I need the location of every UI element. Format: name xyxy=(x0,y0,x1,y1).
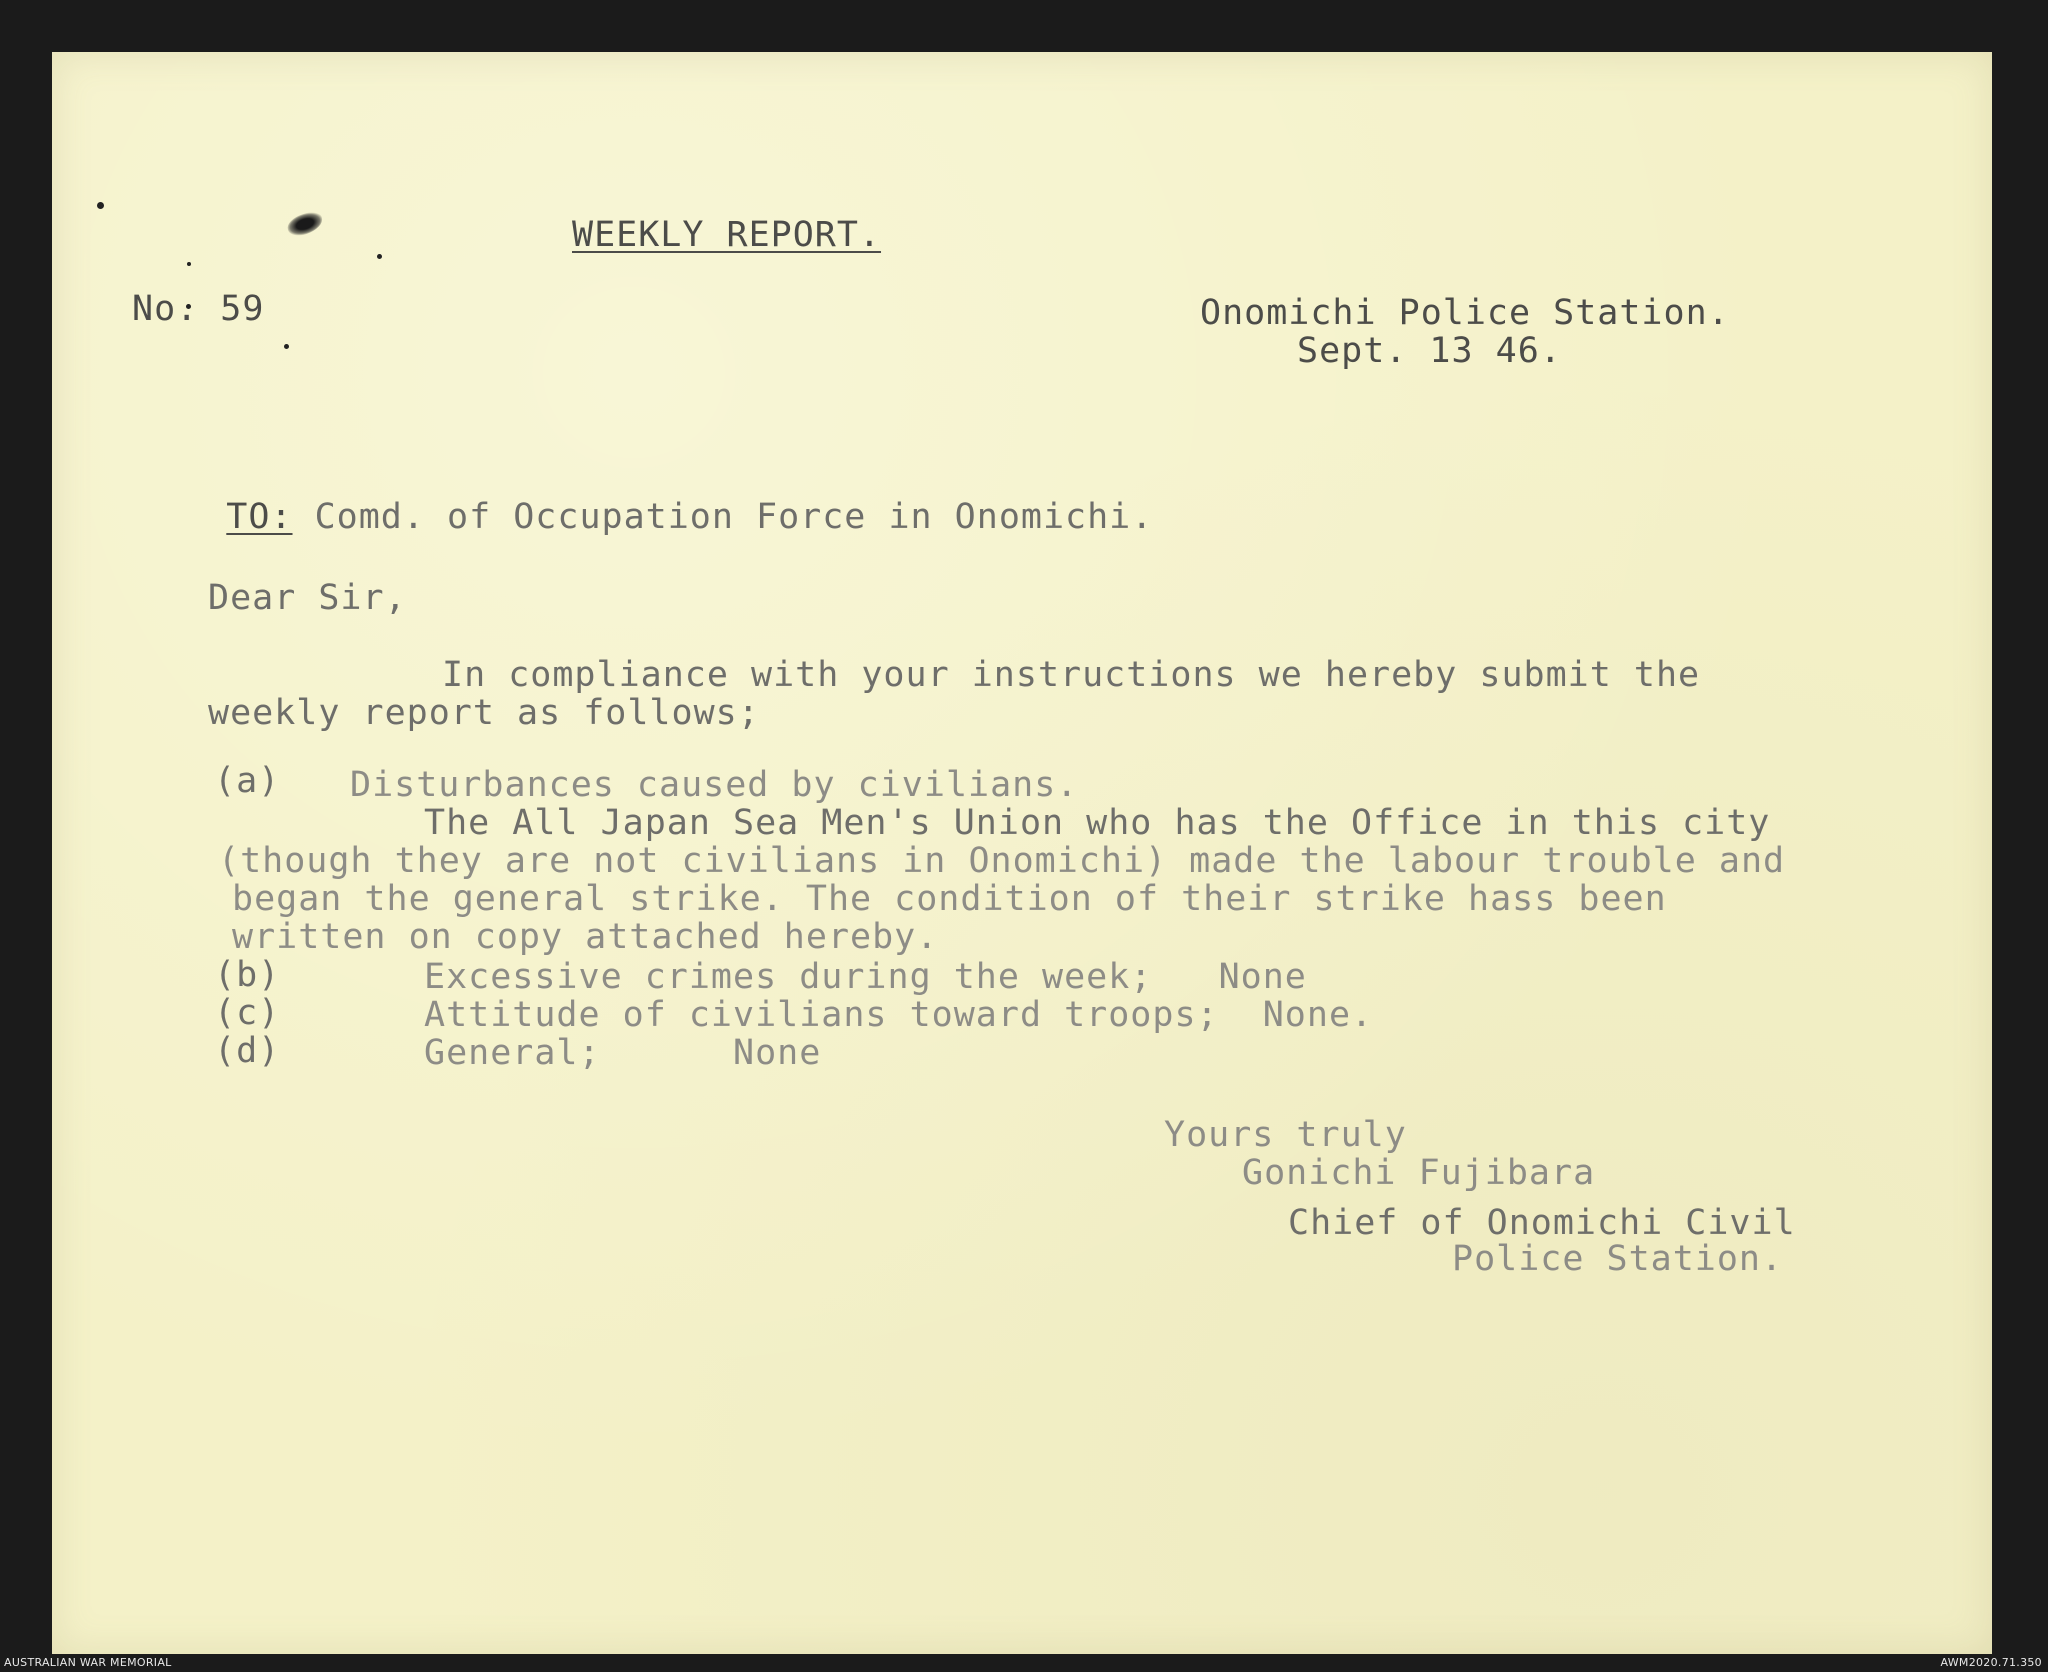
report-date: Sept. 13 46. xyxy=(1297,331,1562,371)
addressee-line xyxy=(138,460,1153,574)
item-a-label: (a) xyxy=(214,761,281,801)
item-a-detail-line: written on copy attached hereby. xyxy=(232,917,939,957)
speck-mark xyxy=(377,254,382,259)
catalogue-number: AWM2020.71.350 xyxy=(1940,1656,2042,1669)
signer-title-line: Police Station. xyxy=(1452,1239,1784,1279)
item-b-text: Excessive crimes during the week; None xyxy=(424,957,1307,997)
item-a-detail-line: (though they are not civilians in Onomichi) made the labour trouble and xyxy=(218,841,1786,881)
intro-line-1: In compliance with your instructions we hereby submit the xyxy=(442,655,1701,695)
signer-title-line: Chief of Onomichi Civil xyxy=(1288,1203,1796,1243)
speck-mark xyxy=(97,202,104,209)
archive-credit: AUSTRALIAN WAR MEMORIAL xyxy=(4,1656,172,1669)
station-name: Onomichi Police Station. xyxy=(1200,293,1730,333)
item-a-detail-line: The All Japan Sea Men's Union who has the Office in this city xyxy=(424,803,1771,843)
document-sheet xyxy=(52,52,1992,1654)
signer-name: Gonichi Fujibara xyxy=(1242,1153,1596,1193)
intro-line-2: weekly report as follows; xyxy=(208,693,760,733)
to-label: TO: xyxy=(226,497,293,537)
salutation: Dear Sir, xyxy=(208,578,407,618)
item-b-label: (b) xyxy=(214,955,281,995)
item-c-label: (c) xyxy=(214,993,281,1033)
speck-mark xyxy=(187,262,191,266)
item-d-text: General; None xyxy=(424,1033,822,1073)
report-heading: WEEKLY REPORT. xyxy=(572,215,882,255)
addressee-text: Comd. of Occupation Force in Onomichi. xyxy=(292,497,1154,537)
item-a-detail-line: began the general strike. The condition of their strike hass been xyxy=(232,879,1667,919)
report-number: No. 59 xyxy=(132,289,265,329)
item-d-label: (d) xyxy=(214,1031,281,1071)
ink-blot xyxy=(285,209,325,239)
item-c-text: Attitude of civilians toward troops; None. xyxy=(424,995,1374,1035)
closing: Yours truly xyxy=(1164,1115,1407,1155)
speck-mark xyxy=(284,344,289,349)
item-a-text: Disturbances caused by civilians. xyxy=(350,765,1079,805)
